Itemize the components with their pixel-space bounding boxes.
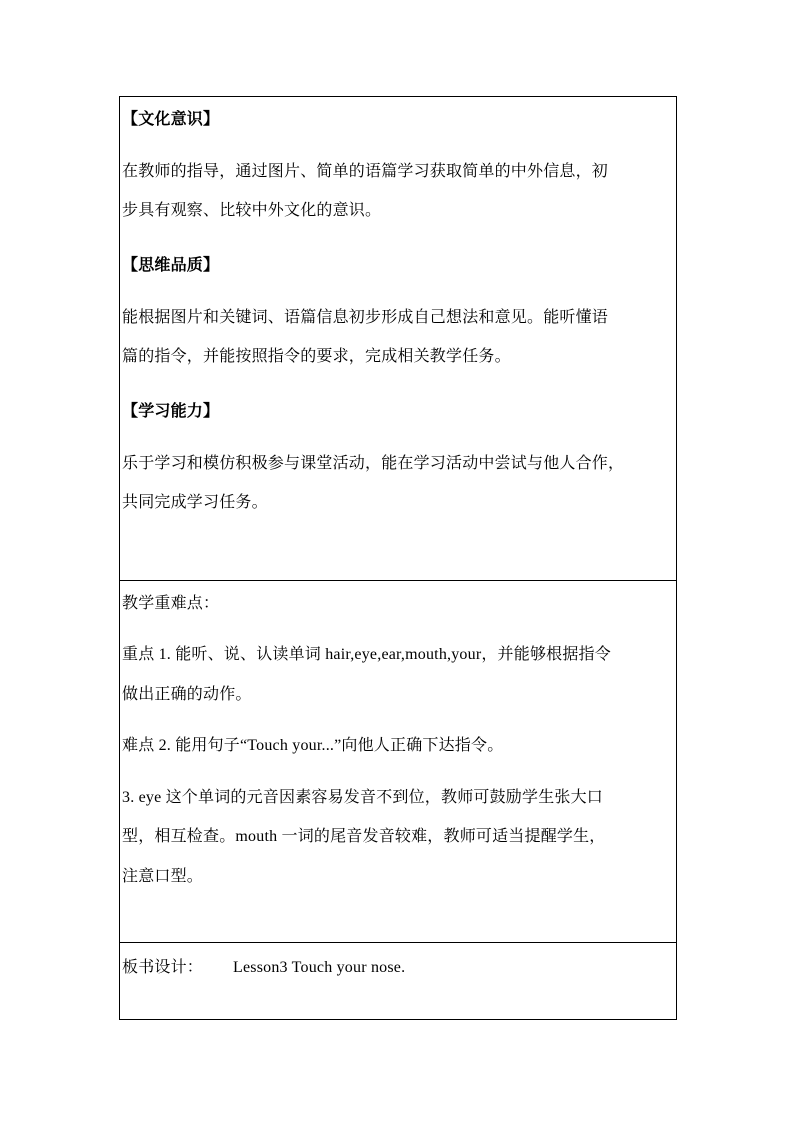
board-design-row — [122, 957, 674, 977]
learning-heading: 【学习能力】 — [122, 401, 220, 420]
board-design-cell — [120, 957, 676, 1019]
culture-text-line-2: 步具有观察、比较中外文化的意识。 — [122, 200, 382, 219]
key-point-3-line-1: 3. eye 这个单词的元音因素容易发音不到位，教师可鼓励学生张大口 — [122, 789, 604, 806]
thinking-text-line-2: 篇的指令，并能按照指令的要求，完成相关教学任务。 — [122, 346, 511, 365]
key-point-2-line: 难点 2. 能用句子“Touch your...”向他人正确下达指令。 — [122, 737, 504, 754]
board-design-label: 板书设计： — [122, 957, 204, 976]
key-points-cell — [120, 593, 676, 943]
learning-text-line-2: 共同完成学习任务。 — [122, 492, 268, 511]
key-point-1-line-2: 做出正确的动作。 — [122, 684, 252, 703]
key-point-3-line-3: 注意口型。 — [122, 866, 204, 885]
learning-text-line-1: 乐于学习和模仿积极参与课堂活动，能在学习活动中尝试与他人合作， — [122, 453, 625, 472]
thinking-text-line-1: 能根据图片和关键词、语篇信息初步形成自己想法和意见。能听懂语 — [122, 307, 609, 326]
key-point-3-line-2: 型，相互检查。mouth 一词的尾音发音较难，教师可适当提醒学生， — [122, 828, 606, 845]
thinking-heading: 【思维品质】 — [122, 255, 220, 274]
key-points-title: 教学重难点： — [122, 593, 220, 612]
board-design-title: Lesson3 Touch your nose. — [233, 959, 406, 976]
key-point-1-line-1: 重点 1. 能听、说、认读单词 hair,eye,ear,mouth,your，并能够根据指令 — [122, 646, 611, 663]
culture-text-line-1: 在教师的指导，通过图片、简单的语篇学习获取简单的中外信息，初 — [122, 161, 609, 180]
lesson-plan-table — [119, 96, 677, 1020]
culture-heading: 【文化意识】 — [122, 109, 220, 128]
objectives-cell — [120, 109, 676, 581]
